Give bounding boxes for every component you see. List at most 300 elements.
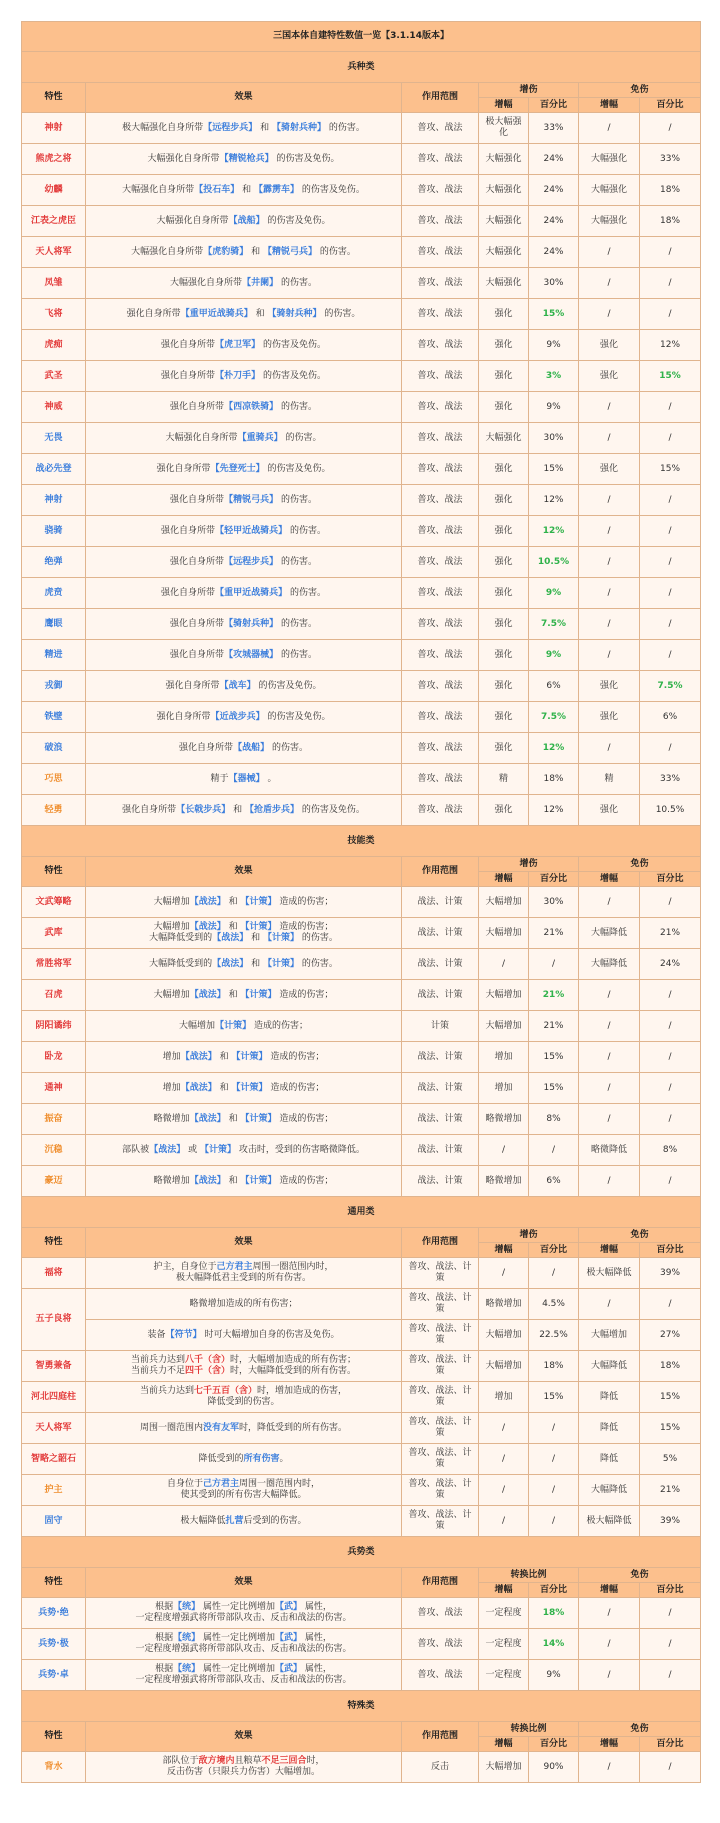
table-row: [22, 361, 701, 392]
dmg-down-pct: 18%: [640, 206, 701, 237]
dmg-down-pct: 21%: [640, 918, 701, 949]
trait-name: 护主: [22, 1475, 86, 1506]
trait-effect: 强化自身所带【西凉铁骑】 的伤害。: [86, 392, 402, 423]
dmg-up-amp: 大幅强化: [479, 206, 529, 237]
dmg-up-pct: 21%: [529, 918, 579, 949]
trait-scope: 普攻、战法: [402, 1629, 479, 1660]
trait-name: 巧思: [22, 764, 86, 795]
dmg-down-amp: 精: [579, 764, 640, 795]
dmg-up-pct: 15%: [529, 1382, 579, 1413]
dmg-up-amp: 大幅强化: [479, 268, 529, 299]
trait-scope: 普攻、战法、计策: [402, 1506, 479, 1537]
dmg-down-pct: /: [640, 268, 701, 299]
trait-effect: 精于【器械】 。: [86, 764, 402, 795]
dmg-up-amp: /: [479, 1506, 529, 1537]
trait-effect: 大幅降低受到的【战法】 和 【计策】 的伤害。: [86, 949, 402, 980]
trait-name: 智略之韶石: [22, 1444, 86, 1475]
trait-name: 阴阳谲纬: [22, 1011, 86, 1042]
trait-effect: 强化自身所带【轻甲近战骑兵】 的伤害。: [86, 516, 402, 547]
trait-name: 神射: [22, 113, 86, 144]
header-group-dmg-down: 免伤: [579, 857, 701, 872]
table-row: [22, 547, 701, 578]
dmg-up-amp: 增加: [479, 1042, 529, 1073]
table-row: [22, 1135, 701, 1166]
trait-scope: 普攻、战法、计策: [402, 1382, 479, 1413]
table-row: [22, 640, 701, 671]
table-row: [22, 1104, 701, 1135]
header-amp: 增幅: [479, 872, 529, 887]
dmg-down-amp: /: [579, 547, 640, 578]
dmg-up-amp: 大幅强化: [479, 144, 529, 175]
header-effect: 效果: [86, 1722, 402, 1752]
header-pct: 百分比: [529, 98, 579, 113]
trait-scope: 普攻、战法: [402, 454, 479, 485]
trait-effect: 大幅强化自身所带【战船】 的伤害及免伤。: [86, 206, 402, 237]
header-amp: 增幅: [579, 1737, 640, 1752]
dmg-down-amp: /: [579, 1598, 640, 1629]
dmg-up-amp: 强化: [479, 795, 529, 826]
trait-name: 绝弹: [22, 547, 86, 578]
table-row: [22, 1444, 701, 1475]
trait-scope: 普攻、战法: [402, 485, 479, 516]
trait-effect: 强化自身所带【重甲近战骑兵】 和 【骑射兵种】 的伤害。: [86, 299, 402, 330]
dmg-down-amp: 大幅降低: [579, 918, 640, 949]
dmg-up-pct: /: [529, 1475, 579, 1506]
trait-effect: 增加【战法】 和 【计策】 造成的伤害；: [86, 1042, 402, 1073]
dmg-up-amp: 强化: [479, 361, 529, 392]
header-scope: 作用范围: [402, 1722, 479, 1752]
dmg-up-amp: 精: [479, 764, 529, 795]
dmg-up-amp: 强化: [479, 454, 529, 485]
trait-name: 兵势·极: [22, 1629, 86, 1660]
table-row: [22, 1166, 701, 1197]
dmg-up-pct: 90%: [529, 1752, 579, 1783]
table-row: [22, 485, 701, 516]
trait-scope: 普攻、战法: [402, 702, 479, 733]
trait-scope: 普攻、战法: [402, 795, 479, 826]
trait-effect: 装备【符节】 时可大幅增加自身的伤害及免伤。: [86, 1320, 402, 1351]
trait-name: 振奋: [22, 1104, 86, 1135]
dmg-up-amp: 一定程度: [479, 1598, 529, 1629]
dmg-down-amp: 强化: [579, 795, 640, 826]
trait-scope: 普攻、战法: [402, 1598, 479, 1629]
dmg-down-pct: /: [640, 392, 701, 423]
dmg-up-amp: /: [479, 1444, 529, 1475]
dmg-up-pct: 9%: [529, 330, 579, 361]
dmg-down-amp: /: [579, 485, 640, 516]
dmg-up-amp: 强化: [479, 516, 529, 547]
trait-scope: 战法、计策: [402, 1042, 479, 1073]
dmg-down-pct: 33%: [640, 764, 701, 795]
trait-effect: 极大幅强化自身所带【远程步兵】 和 【骑射兵种】 的伤害。: [86, 113, 402, 144]
dmg-down-pct: /: [640, 887, 701, 918]
header-amp: 增幅: [479, 1243, 529, 1258]
dmg-up-amp: 极大幅强化: [479, 113, 529, 144]
trait-scope: 普攻、战法: [402, 361, 479, 392]
dmg-down-pct: /: [640, 113, 701, 144]
dmg-down-pct: 15%: [640, 361, 701, 392]
dmg-up-pct: 7.5%: [529, 702, 579, 733]
table-row: [22, 702, 701, 733]
trait-name: 五子良将: [22, 1289, 86, 1351]
page-title: 三国本体自建特性数值一览【3.1.14版本】: [22, 22, 701, 52]
dmg-up-pct: 21%: [529, 1011, 579, 1042]
dmg-up-pct: 12%: [529, 733, 579, 764]
table-row: [22, 918, 701, 949]
dmg-down-amp: /: [579, 640, 640, 671]
dmg-up-pct: 15%: [529, 454, 579, 485]
trait-scope: 普攻、战法: [402, 175, 479, 206]
dmg-up-pct: /: [529, 949, 579, 980]
trait-effect: 根据【统】 属性一定比例增加【武】 属性， 一定程度增强武将所带部队攻击、反击和战法的伤害。: [86, 1598, 402, 1629]
trait-effect: 自身位于己方君主周围一圈范围内时， 使其受到的所有伤害大幅降低。: [86, 1475, 402, 1506]
dmg-down-amp: /: [579, 423, 640, 454]
header-effect: 效果: [86, 857, 402, 887]
trait-effect: 强化自身所带【骑射兵种】 的伤害。: [86, 609, 402, 640]
table-row: [22, 175, 701, 206]
trait-name: 常胜将军: [22, 949, 86, 980]
dmg-up-pct: 18%: [529, 1351, 579, 1382]
trait-scope: 普攻、战法: [402, 113, 479, 144]
dmg-down-amp: 降低: [579, 1444, 640, 1475]
dmg-down-pct: /: [640, 485, 701, 516]
trait-scope: 普攻、战法: [402, 144, 479, 175]
dmg-up-amp: 强化: [479, 702, 529, 733]
trait-scope: 普攻、战法、计策: [402, 1351, 479, 1382]
dmg-down-pct: /: [640, 1629, 701, 1660]
trait-name: 幼麟: [22, 175, 86, 206]
trait-effect: 周围一圈范围内没有友军时，降低受到的所有伤害。: [86, 1413, 402, 1444]
header-pct: 百分比: [529, 1737, 579, 1752]
trait-effect: 略微增加【战法】 和 【计策】 造成的伤害；: [86, 1166, 402, 1197]
dmg-up-pct: 24%: [529, 237, 579, 268]
header-group-dmg-down: 免伤: [579, 83, 701, 98]
section-title: 兵种类: [22, 52, 701, 83]
trait-scope: 普攻、战法: [402, 671, 479, 702]
trait-scope: 普攻、战法、计策: [402, 1444, 479, 1475]
table-row: [22, 609, 701, 640]
dmg-down-pct: 12%: [640, 330, 701, 361]
trait-scope: 普攻、战法: [402, 640, 479, 671]
trait-scope: 普攻、战法、计策: [402, 1258, 479, 1289]
header-effect: 效果: [86, 83, 402, 113]
trait-table: [21, 21, 701, 1783]
dmg-up-amp: 大幅增加: [479, 980, 529, 1011]
dmg-up-amp: 强化: [479, 547, 529, 578]
dmg-down-pct: 39%: [640, 1258, 701, 1289]
table-row: [22, 516, 701, 547]
table-row: [22, 949, 701, 980]
table-row: [22, 1475, 701, 1506]
header-pct: 百分比: [640, 98, 701, 113]
table-row: [22, 1413, 701, 1444]
trait-name: 鹰眼: [22, 609, 86, 640]
trait-scope: 战法、计策: [402, 1073, 479, 1104]
dmg-down-pct: /: [640, 1042, 701, 1073]
table-row: [22, 1752, 701, 1783]
header-pct: 百分比: [640, 1243, 701, 1258]
dmg-up-amp: 强化: [479, 640, 529, 671]
trait-table-container: [21, 21, 700, 1783]
dmg-up-amp: 大幅增加: [479, 1351, 529, 1382]
trait-scope: 普攻、战法: [402, 733, 479, 764]
dmg-up-pct: 12%: [529, 485, 579, 516]
trait-name: 轻勇: [22, 795, 86, 826]
dmg-up-amp: 强化: [479, 392, 529, 423]
header-trait: 特性: [22, 857, 86, 887]
dmg-down-amp: /: [579, 1166, 640, 1197]
dmg-down-amp: 极大幅降低: [579, 1258, 640, 1289]
trait-name: 骁骑: [22, 516, 86, 547]
dmg-up-pct: 10.5%: [529, 547, 579, 578]
trait-scope: 反击: [402, 1752, 479, 1783]
trait-name: 精进: [22, 640, 86, 671]
dmg-down-pct: /: [640, 578, 701, 609]
dmg-down-amp: /: [579, 268, 640, 299]
dmg-down-pct: 15%: [640, 454, 701, 485]
header-pct: 百分比: [529, 1583, 579, 1598]
dmg-up-pct: 9%: [529, 392, 579, 423]
dmg-down-pct: 8%: [640, 1135, 701, 1166]
trait-effect: 强化自身所带【长戟步兵】 和 【抢盾步兵】 的伤害及免伤。: [86, 795, 402, 826]
dmg-up-amp: 大幅增加: [479, 1752, 529, 1783]
dmg-up-amp: 大幅增加: [479, 887, 529, 918]
trait-effect: 降低受到的所有伤害。: [86, 1444, 402, 1475]
dmg-up-amp: 强化: [479, 330, 529, 361]
dmg-up-amp: 强化: [479, 733, 529, 764]
dmg-up-amp: 强化: [479, 671, 529, 702]
table-row: [22, 1073, 701, 1104]
dmg-up-pct: 3%: [529, 361, 579, 392]
trait-scope: 普攻、战法: [402, 516, 479, 547]
trait-scope: 普攻、战法: [402, 268, 479, 299]
dmg-up-amp: 大幅强化: [479, 423, 529, 454]
table-row: [22, 206, 701, 237]
table-row: [22, 144, 701, 175]
dmg-down-amp: 大幅强化: [579, 206, 640, 237]
trait-name: 熊虎之将: [22, 144, 86, 175]
trait-scope: 普攻、战法: [402, 392, 479, 423]
dmg-down-amp: /: [579, 609, 640, 640]
dmg-down-amp: 降低: [579, 1413, 640, 1444]
table-row: [22, 330, 701, 361]
dmg-up-amp: /: [479, 1258, 529, 1289]
dmg-down-amp: 大幅强化: [579, 144, 640, 175]
table-row: [22, 887, 701, 918]
trait-effect: 强化自身所带【战车】 的伤害及免伤。: [86, 671, 402, 702]
trait-scope: 普攻、战法: [402, 423, 479, 454]
dmg-down-pct: /: [640, 733, 701, 764]
dmg-up-amp: 一定程度: [479, 1629, 529, 1660]
dmg-up-pct: 8%: [529, 1104, 579, 1135]
header-amp: 增幅: [479, 1583, 529, 1598]
trait-name: 无畏: [22, 423, 86, 454]
trait-scope: 战法、计策: [402, 887, 479, 918]
trait-effect: 部队被【战法】 或 【计策】 攻击时，受到的伤害略微降低。: [86, 1135, 402, 1166]
dmg-up-pct: 9%: [529, 1660, 579, 1691]
section-title: 技能类: [22, 826, 701, 857]
dmg-up-amp: 强化: [479, 485, 529, 516]
table-row: [22, 454, 701, 485]
dmg-up-pct: 24%: [529, 206, 579, 237]
dmg-down-pct: 24%: [640, 949, 701, 980]
trait-scope: 战法、计策: [402, 949, 479, 980]
trait-name: 神射: [22, 485, 86, 516]
trait-name: 凤雏: [22, 268, 86, 299]
table-row: [22, 423, 701, 454]
header-group-dmg-up: 增伤: [479, 1228, 579, 1243]
trait-name: 兵势·卓: [22, 1660, 86, 1691]
table-row: [22, 1258, 701, 1289]
dmg-up-amp: 略微增加: [479, 1166, 529, 1197]
table-row: [22, 1320, 701, 1351]
dmg-up-pct: 18%: [529, 764, 579, 795]
dmg-down-amp: 大幅降低: [579, 1475, 640, 1506]
dmg-down-pct: /: [640, 1011, 701, 1042]
trait-name: 沉稳: [22, 1135, 86, 1166]
header-amp: 增幅: [479, 1737, 529, 1752]
dmg-up-pct: 24%: [529, 144, 579, 175]
dmg-up-amp: 增加: [479, 1382, 529, 1413]
header-amp: 增幅: [479, 98, 529, 113]
trait-scope: 战法、计策: [402, 1104, 479, 1135]
trait-name: 天人将军: [22, 1413, 86, 1444]
trait-effect: 大幅增加【战法】 和 【计策】 造成的伤害； 大幅降低受到的【战法】 和 【计策】 的伤害。: [86, 918, 402, 949]
dmg-down-pct: /: [640, 640, 701, 671]
trait-effect: 略微增加【战法】 和 【计策】 造成的伤害；: [86, 1104, 402, 1135]
header-scope: 作用范围: [402, 857, 479, 887]
trait-effect: 大幅增加【战法】 和 【计策】 造成的伤害；: [86, 887, 402, 918]
table-row: [22, 1011, 701, 1042]
trait-name: 破浪: [22, 733, 86, 764]
dmg-down-amp: /: [579, 1042, 640, 1073]
dmg-up-pct: /: [529, 1135, 579, 1166]
trait-scope: 普攻、战法、计策: [402, 1413, 479, 1444]
trait-name: 通神: [22, 1073, 86, 1104]
dmg-up-pct: 6%: [529, 671, 579, 702]
dmg-up-pct: 21%: [529, 980, 579, 1011]
header-scope: 作用范围: [402, 1228, 479, 1258]
trait-name: 召虎: [22, 980, 86, 1011]
dmg-up-pct: 9%: [529, 640, 579, 671]
dmg-up-amp: /: [479, 1135, 529, 1166]
dmg-down-amp: /: [579, 392, 640, 423]
trait-effect: 略微增加造成的所有伤害；: [86, 1289, 402, 1320]
dmg-down-amp: 强化: [579, 330, 640, 361]
dmg-up-amp: 大幅增加: [479, 1011, 529, 1042]
header-pct: 百分比: [640, 1737, 701, 1752]
dmg-up-amp: /: [479, 949, 529, 980]
trait-effect: 大幅增加【战法】 和 【计策】 造成的伤害；: [86, 980, 402, 1011]
dmg-up-pct: 22.5%: [529, 1320, 579, 1351]
table-row: [22, 1629, 701, 1660]
table-row: [22, 1506, 701, 1537]
trait-effect: 强化自身所带【重甲近战骑兵】 的伤害。: [86, 578, 402, 609]
trait-name: 虎贲: [22, 578, 86, 609]
dmg-up-pct: 4.5%: [529, 1289, 579, 1320]
dmg-down-amp: /: [579, 1752, 640, 1783]
trait-effect: 大幅强化自身所带【精锐枪兵】 的伤害及免伤。: [86, 144, 402, 175]
header-group-dmg-up: 转换比例: [479, 1568, 579, 1583]
dmg-up-pct: 15%: [529, 1073, 579, 1104]
trait-scope: 战法、计策: [402, 980, 479, 1011]
dmg-up-amp: 一定程度: [479, 1660, 529, 1691]
trait-effect: 强化自身所带【近战步兵】 的伤害及免伤。: [86, 702, 402, 733]
dmg-up-amp: /: [479, 1475, 529, 1506]
dmg-down-pct: /: [640, 1660, 701, 1691]
trait-name: 飞将: [22, 299, 86, 330]
table-row: [22, 1382, 701, 1413]
header-group-dmg-up: 增伤: [479, 857, 579, 872]
table-row: [22, 980, 701, 1011]
trait-effect: 当前兵力达到七千五百（含）时，增加造成的伤害， 降低受到的伤害。: [86, 1382, 402, 1413]
dmg-down-pct: 10.5%: [640, 795, 701, 826]
dmg-down-amp: 大幅强化: [579, 175, 640, 206]
table-row: [22, 392, 701, 423]
trait-effect: 根据【统】 属性一定比例增加【武】 属性， 一定程度增强武将所带部队攻击、反击和战法的伤害。: [86, 1660, 402, 1691]
trait-scope: 计策: [402, 1011, 479, 1042]
dmg-up-pct: 7.5%: [529, 609, 579, 640]
dmg-up-amp: 增加: [479, 1073, 529, 1104]
dmg-up-amp: /: [479, 1413, 529, 1444]
trait-effect: 极大幅降低扎营后受到的伤害。: [86, 1506, 402, 1537]
trait-name: 天人将军: [22, 237, 86, 268]
dmg-up-pct: /: [529, 1258, 579, 1289]
dmg-up-pct: /: [529, 1444, 579, 1475]
trait-scope: 战法、计策: [402, 1135, 479, 1166]
table-row: [22, 764, 701, 795]
dmg-down-pct: 18%: [640, 175, 701, 206]
section-title: 特殊类: [22, 1691, 701, 1722]
dmg-down-amp: /: [579, 237, 640, 268]
trait-effect: 强化自身所带【远程步兵】 的伤害。: [86, 547, 402, 578]
trait-scope: 普攻、战法: [402, 330, 479, 361]
table-row: [22, 671, 701, 702]
dmg-down-pct: /: [640, 237, 701, 268]
table-row: [22, 1042, 701, 1073]
dmg-down-pct: /: [640, 1104, 701, 1135]
header-pct: 百分比: [529, 872, 579, 887]
trait-name: 武库: [22, 918, 86, 949]
dmg-down-pct: 33%: [640, 144, 701, 175]
trait-scope: 普攻、战法: [402, 299, 479, 330]
header-amp: 增幅: [579, 872, 640, 887]
dmg-down-amp: 大幅降低: [579, 949, 640, 980]
header-trait: 特性: [22, 1568, 86, 1598]
dmg-down-amp: /: [579, 113, 640, 144]
table-row: [22, 268, 701, 299]
dmg-down-pct: /: [640, 980, 701, 1011]
trait-name: 兵势·绝: [22, 1598, 86, 1629]
table-row: [22, 1598, 701, 1629]
dmg-down-pct: 5%: [640, 1444, 701, 1475]
dmg-down-pct: /: [640, 1598, 701, 1629]
trait-effect: 大幅强化自身所带【井阑】 的伤害。: [86, 268, 402, 299]
trait-effect: 强化自身所带【精锐弓兵】 的伤害。: [86, 485, 402, 516]
dmg-up-pct: 30%: [529, 423, 579, 454]
dmg-down-amp: 降低: [579, 1382, 640, 1413]
trait-name: 固守: [22, 1506, 86, 1537]
trait-effect: 大幅强化自身所带【投石车】 和 【霹雳车】 的伤害及免伤。: [86, 175, 402, 206]
table-row: [22, 733, 701, 764]
header-group-dmg-down: 免伤: [579, 1722, 701, 1737]
dmg-up-pct: /: [529, 1506, 579, 1537]
dmg-up-pct: /: [529, 1413, 579, 1444]
dmg-up-pct: 9%: [529, 578, 579, 609]
dmg-down-pct: /: [640, 609, 701, 640]
dmg-down-pct: /: [640, 1073, 701, 1104]
table-row: [22, 1289, 701, 1320]
